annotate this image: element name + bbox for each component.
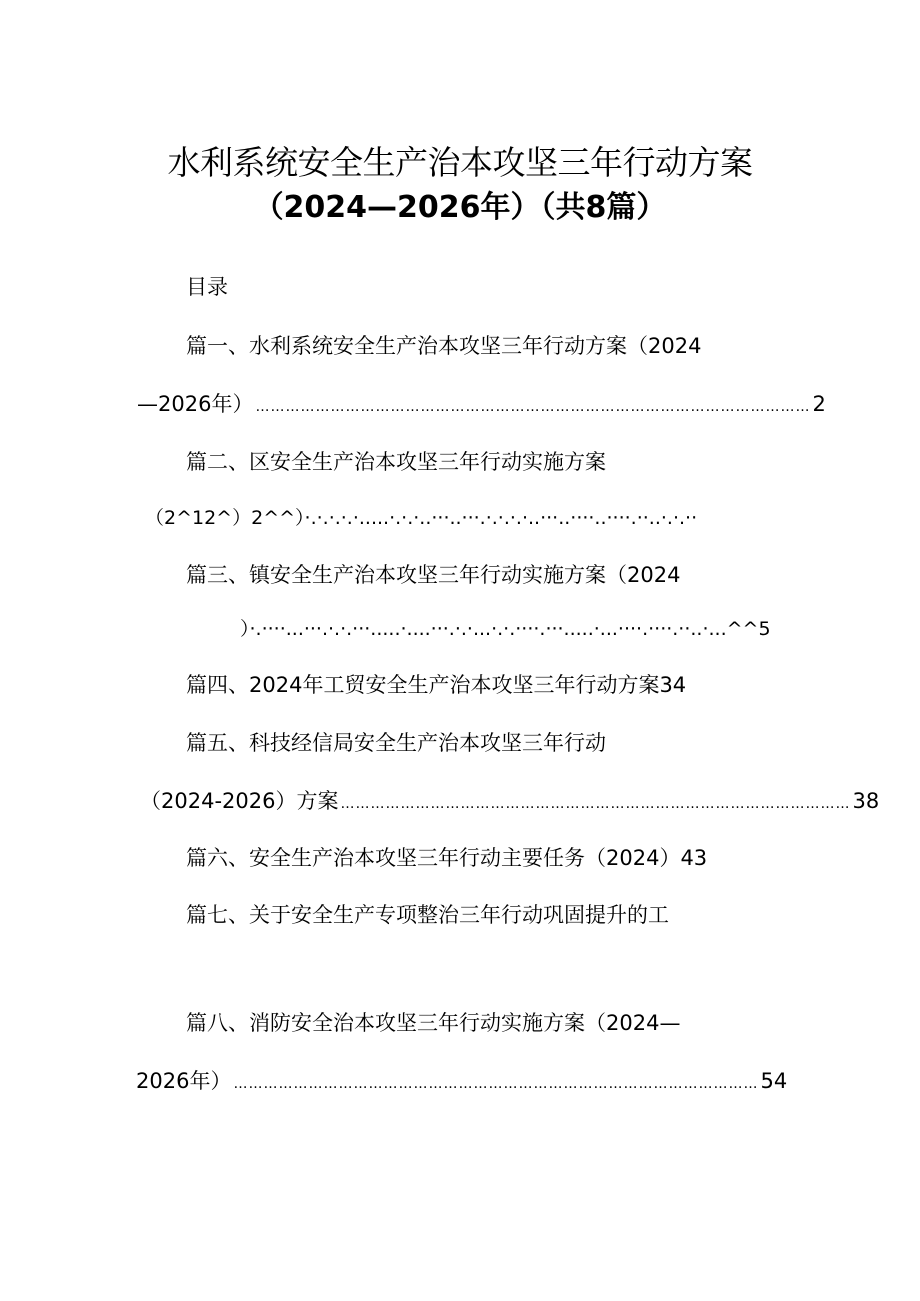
toc-heading: 目录 <box>186 275 228 299</box>
toc-entry-1-leader: ………………………………………………………………………………………………… <box>255 399 811 415</box>
toc-entry-1-page: 2 <box>812 392 826 416</box>
toc-entry-6-title[interactable]: 篇六、安全生产治本攻坚三年行动主要任务（2024）43 <box>186 846 708 870</box>
toc-entry-1-continuation[interactable] <box>137 389 826 422</box>
toc-entry-5-tail: （2024-2026）方案 <box>140 789 339 813</box>
toc-entry-5-page: 38 <box>852 789 880 813</box>
toc-entry-1-tail: —2026年） <box>137 392 254 416</box>
toc-entry-8-leader: …………………………………………………………………………………………… <box>233 1076 759 1092</box>
toc-entry-2-continuation[interactable]: （2^12^）2^^）·.·.·.·.·.....·.·.·..···..···.·.·.·.·..···..····..····.··..·.·.·· <box>145 507 698 529</box>
toc-entry-8-tail: 2026年） <box>136 1069 232 1093</box>
toc-entry-3-continuation[interactable]: ）·.····...···.·.·.···.....·....···.·.·...·.·.····.···.....·...····.····.··..·...^^5 <box>240 618 771 640</box>
page-subtitle: （2024—2026年）（共8篇） <box>253 190 667 225</box>
toc-entry-1-title[interactable]: 篇一、水利系统安全生产治本攻坚三年行动方案（2024 <box>186 334 702 358</box>
toc-entry-5-leader: ………………………………………………………………………………………… <box>340 796 851 812</box>
toc-entry-8-continuation[interactable] <box>136 1066 788 1099</box>
toc-entry-3-title[interactable]: 篇三、镇安全生产治本攻坚三年行动实施方案（2024 <box>186 563 681 587</box>
toc-entry-2-title[interactable]: 篇二、区安全生产治本攻坚三年行动实施方案 <box>186 450 606 474</box>
toc-entry-4-title[interactable]: 篇四、2024年工贸安全生产治本攻坚三年行动方案34 <box>186 673 687 697</box>
toc-entry-8-page: 54 <box>760 1069 788 1093</box>
toc-entry-7-title[interactable]: 篇七、关于安全生产专项整治三年行动巩固提升的工 <box>186 903 669 927</box>
page-title: 水利系统安全生产治本攻坚三年行动方案 <box>167 143 753 182</box>
toc-entry-8-title[interactable]: 篇八、消防安全治本攻坚三年行动实施方案（2024— <box>186 1011 681 1035</box>
toc-entry-5-continuation[interactable] <box>140 786 880 819</box>
toc-entry-5-title[interactable]: 篇五、科技经信局安全生产治本攻坚三年行动 <box>186 731 606 755</box>
